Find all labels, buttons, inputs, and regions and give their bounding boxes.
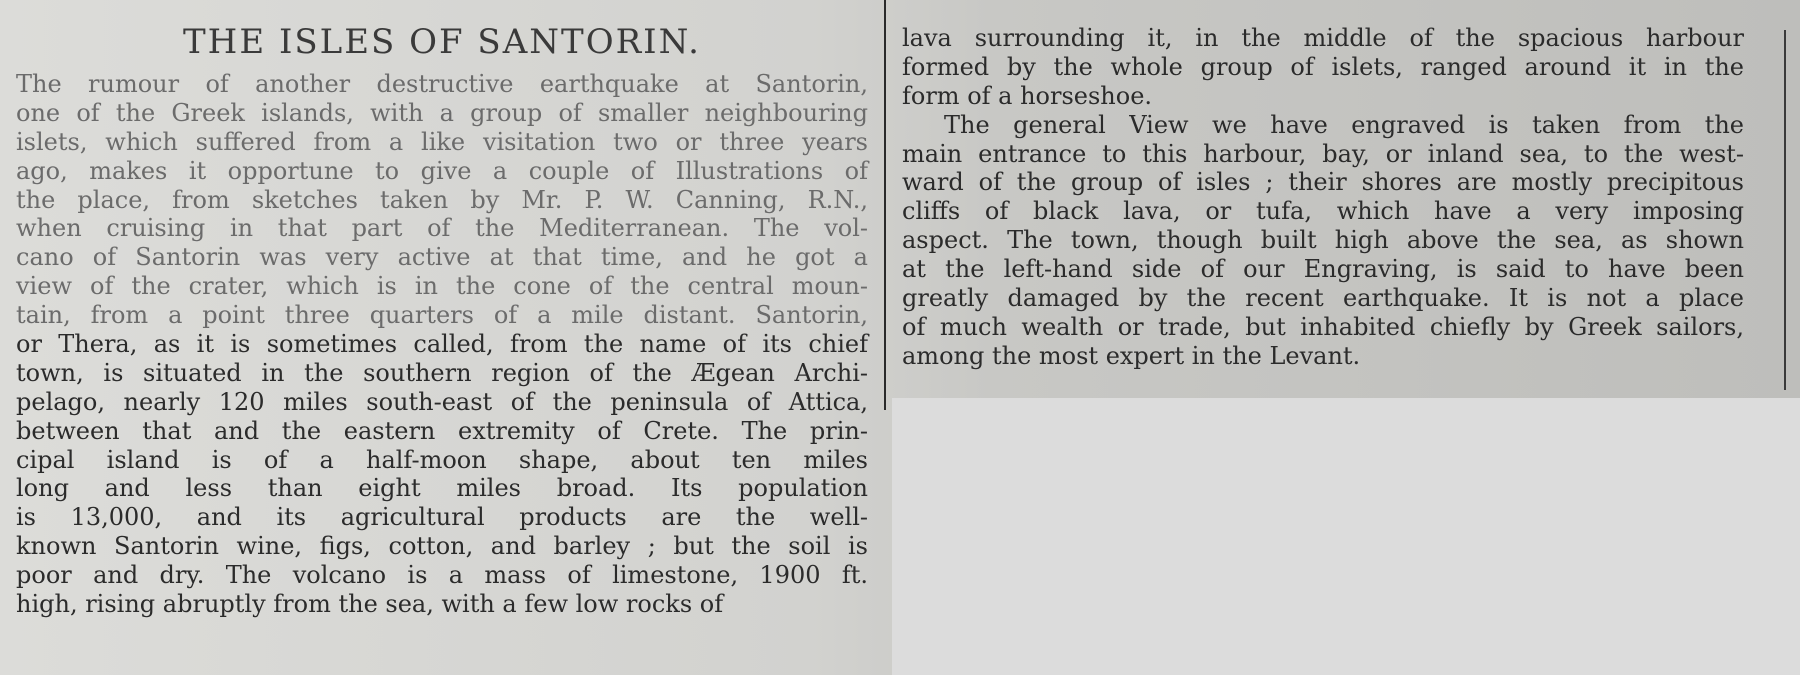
text-line: is 13,000, and its agricultural products are the well- [16, 503, 868, 532]
text-line: or Thera, as it is sometimes called, from the name of its chief [16, 330, 868, 359]
text-line: between that and the eastern extremity of Crete. The prin- [16, 416, 868, 445]
text-line: aspect. The town, though built high above the sea, as shown [902, 226, 1744, 255]
text-line: one of the Greek islands, with a group of smaller neighbouring [16, 98, 868, 127]
text-line: tain, from a point three quarters of a mile distant. Santorin, [16, 301, 868, 330]
column-divider [884, 0, 886, 410]
article-title: THE ISLES OF SANTORIN. [182, 22, 701, 62]
text-line: among the most expert in the Levant. [902, 341, 1361, 370]
text-line: greatly damaged by the recent earthquake. It is not a place [902, 284, 1744, 313]
text-line: at the left-hand side of our Engraving, is said to have been [902, 255, 1744, 284]
text-line: when cruising in that part of the Mediterranean. The vol- [16, 214, 868, 243]
text-line: main entrance to this harbour, bay, or inland sea, to the west- [902, 139, 1744, 168]
text-line: long and less than eight miles broad. Its population [16, 474, 868, 503]
page-edge-rule [1784, 30, 1786, 390]
left-column [16, 22, 868, 619]
text-line: town, is situated in the southern region of the Ægean Archi- [16, 358, 868, 387]
text-line: The rumour of another destructive earthquake at Santorin, [16, 70, 868, 98]
text-line: of much wealth or trade, but inhabited chiefly by Greek sailors, [902, 312, 1744, 341]
text-line: formed by the whole group of islets, ranged around it in the [902, 52, 1744, 81]
text-line: cipal island is of a half-moon shape, about ten miles [16, 445, 868, 474]
text-line: pelago, nearly 120 miles south-east of the peninsula of Attica, [16, 387, 868, 416]
text-line: known Santorin wine, figs, cotton, and barley ; but the soil is [16, 532, 868, 561]
text-line: high, rising abruptly from the sea, with a few low rocks of [16, 590, 724, 619]
right-column [902, 24, 1744, 371]
covered-area [892, 398, 1800, 675]
text-line: cliffs of black lava, or tufa, which have a very imposing [902, 197, 1744, 226]
text-line: cano of Santorin was very active at that time, and he got a [16, 243, 868, 272]
text-line: ago, makes it opportune to give a couple of Illustrations of [16, 156, 868, 185]
text-line: ward of the group of isles ; their shores are mostly precipitous [902, 168, 1744, 197]
text-line: islets, which suffered from a like visitation two or three years [16, 127, 868, 156]
text-line: the place, from sketches taken by Mr. P. W. Canning, R.N., [16, 185, 868, 214]
text-line: poor and dry. The volcano is a mass of limestone, 1900 ft. [16, 561, 868, 590]
text-line: The general View we have engraved is taken from the [944, 110, 1744, 139]
text-line: lava surrounding it, in the middle of the spacious harbour [902, 24, 1744, 52]
text-line: form of a horseshoe. [902, 81, 1153, 110]
text-line: view of the crater, which is in the cone of the central moun- [16, 272, 868, 301]
